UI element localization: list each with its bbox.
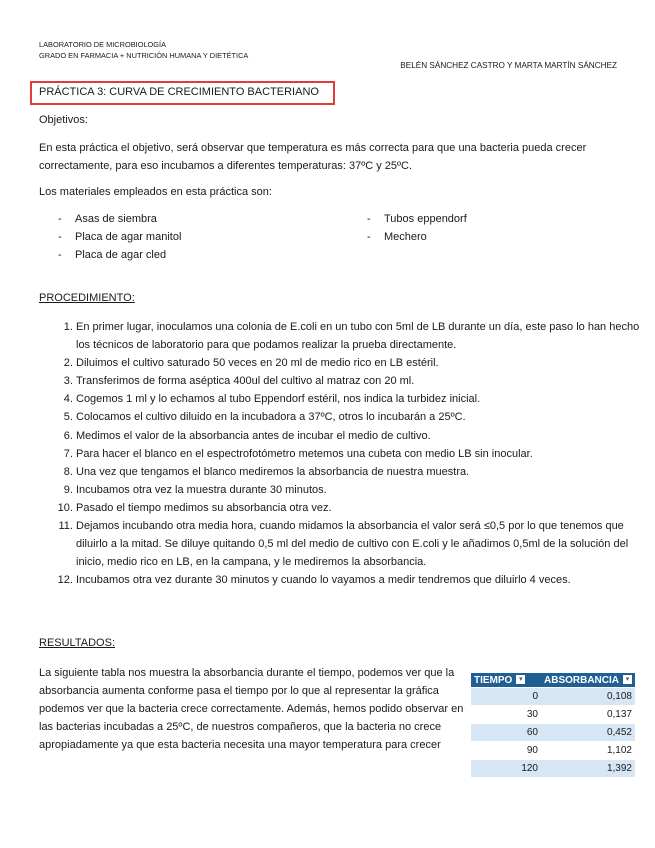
procedure-step: 2. Diluimos el cultivo saturado 50 veces en 20 ml de medio rico en LB estéril. [76,354,655,372]
procedure-step: 3. Transferimos de forma aséptica 400ul del cultivo al matraz con 20 ml. [76,372,655,390]
cell-tiempo[interactable]: 120 [471,760,541,778]
cell-tiempo[interactable]: 60 [471,724,541,742]
table-row [471,688,635,706]
procedure-step: 9. Incubamos otra vez la muestra durante 30 minutos. [76,481,655,499]
cell-tiempo[interactable]: 90 [471,742,541,760]
procedure-step: 4. Cogemos 1 ml y lo echamos al tubo Eppendorf estéril, nos indica la turbidez inicial. [76,390,655,408]
header-authors: BELÉN SÁNCHEZ CASTRO Y MARTA MARTÍN SÁNCHEZ [400,61,617,70]
table-row [471,742,635,760]
page-title: PRÁCTICA 3: CURVA DE CRECIMIENTO BACTERIANO [39,86,319,98]
results-heading: RESULTADOS: [39,637,115,649]
objectives-label: Objetivos: [39,114,88,126]
cell-absorbancia[interactable]: 1,392 [541,760,635,778]
procedure-step: 6. Medimos el valor de la absorbancia antes de incubar el medio de cultivo. [76,427,655,445]
objectives-text: En esta práctica el objetivo, será observar que temperatura es más correcta para que una bacteria pueda crecer correctamente, para eso incubamos a diferentes temperaturas: 37ºC y 25ºC. [39,142,587,172]
procedure-heading: PROCEDIMIENTO: [39,292,135,304]
procedure-step: 10. Pasado el tiempo medimos su absorbancia otra vez. [76,499,655,517]
procedure-step: 7. Para hacer el blanco en el espectrofotómetro metemos una cubeta con medio LB sin inocular. [76,445,655,463]
cell-tiempo[interactable]: 30 [471,706,541,724]
material-item: - Tubos eppendorf [367,213,467,225]
table-row [471,760,635,778]
results-text: La siguiente tabla nos muestra la absorbancia durante el tiempo, podemos ver que la absorbancia aumenta conforme pasa el tiempo por lo que al representar la gráfica podemos ver que la bacteria crece correctamente. Además, hemos podido observar en las bacterias incubadas a 25ºC, de nuestros compañeros, que la bacteria no crece apropiadamente ya que esta bacteria necesita una mayor temperatura para crecer [39,667,464,751]
cell-absorbancia[interactable]: 0,137 [541,706,635,724]
header-degree: GRADO EN FARMACIA + NUTRICIÓN HUMANA Y DIETÉTICA [39,51,249,60]
material-item: - Placa de agar cled [58,249,167,261]
procedure-step: 5. Colocamos el cultivo diluido en la incubadora a 37ºC, otros lo incubarán a 25ºC. [76,408,655,426]
material-item: - Placa de agar manitol [58,231,182,243]
procedure-list [39,318,655,589]
cell-tiempo[interactable]: 0 [471,688,541,706]
header-lab: LABORATORIO DE MICROBIOLOGÍA [39,40,167,49]
cell-absorbancia[interactable]: 0,452 [541,724,635,742]
filter-dropdown-icon[interactable]: ▾ [516,675,525,684]
cell-absorbancia[interactable]: 0,108 [541,688,635,706]
filter-dropdown-icon[interactable]: ▾ [623,675,632,684]
absorbance-table [471,673,635,777]
procedure-step: 8. Una vez que tengamos el blanco mediremos la absorbancia de nuestra muestra. [76,463,655,481]
procedure-step: 11. Dejamos incubando otra media hora, cuando midamos la absorbancia el valor será ≤0,5 por lo que tenemos que diluirlo a la mitad. Se diluye quitando 0,5 ml del medio de cultivo con E.coli y le añadimos 0,5ml de la solución del inicio, medio rico en LB, en la campana, y le mediremos la absorbancia. [76,517,655,571]
procedure-step: 12. Incubamos otra vez durante 30 minutos y cuando lo vayamos a medir tendremos que diluirlo 4 veces. [76,571,655,589]
material-item: - Mechero [367,231,427,243]
table-row [471,706,635,724]
procedure-step: 1. En primer lugar, inoculamos una colonia de E.coli en un tubo con 5ml de LB durante un día, este paso lo han hecho los técnicos de laboratorio para que podamos realizar la prueba directamente. [76,318,655,354]
column-header-tiempo[interactable]: TIEMPO ▾ [471,673,541,688]
column-header-absorbancia[interactable]: ABSORBANCIA ▾ [541,673,635,688]
material-item: - Asas de siembra [58,213,157,225]
table-header-row [471,673,635,688]
cell-absorbancia[interactable]: 1,102 [541,742,635,760]
materials-intro: Los materiales empleados en esta práctica son: [39,186,272,198]
table-row [471,724,635,742]
